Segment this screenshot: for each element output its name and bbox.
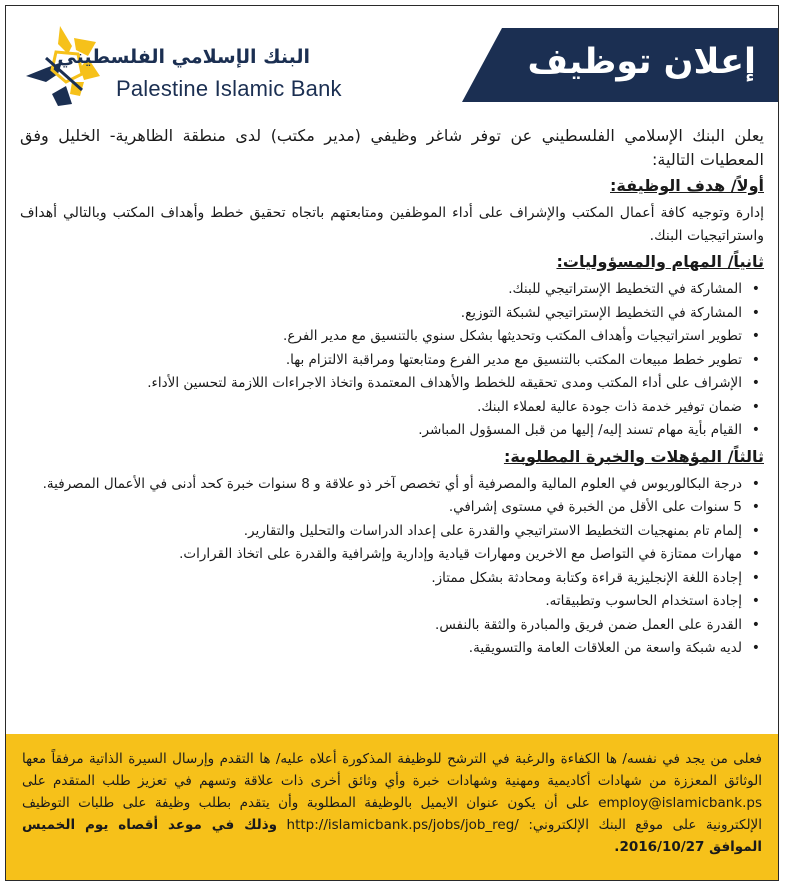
instructions-line-2: على أن يكون عنوان الايميل بالوظيفة المطلوبة وأن يتقدم بطلب وظيفة على طلبات التوظيف الإلكترونية على موقع البنك الإلكتروني:: [22, 795, 763, 833]
bank-name-arabic: البنك الإسلامي الفلسطيني: [57, 46, 310, 68]
duties-list: [20, 278, 764, 443]
list-item: • القدرة على العمل ضمن فريق والمبادرة والثقة بالنفس.: [20, 614, 742, 638]
list-item: • تطوير خطط مبيعات المكتب بالتنسيق مع مدير الفرع ومتابعتها ومراقبة الالتزام بها.: [20, 349, 742, 373]
list-item: • مهارات ممتازة في التواصل مع الاخرين ومهارات قيادية وإدارية وإشرافية والقدرة على اتخاذ القرارات.: [20, 543, 742, 567]
list-item: • إجادة استخدام الحاسوب وتطبيقاته.: [20, 590, 742, 614]
list-item: • إجادة اللغة الإنجليزية قراءة وكتابة ومحادثة بشكل ممتاز.: [20, 567, 742, 591]
application-instructions: [6, 734, 778, 880]
goal-text: إدارة وتوجيه كافة أعمال المكتب والإشراف على أداء الموظفين ومتابعتهم باتجاه تحقيق خطط وأهداف المكتب وبالتالي أهداف واستراتيجيات البنك.: [20, 205, 764, 244]
goal-section-title: أولاً/ هدف الوظيفة:: [610, 176, 764, 195]
instructions-text: [22, 748, 762, 858]
intro-text: يعلن البنك الإسلامي الفلسطيني عن توفر شاغر وظيفي (مدير مكتب) لدى منطقة الظاهرية- الخليل وفق المعطيات التالية:: [20, 126, 764, 169]
list-item: • درجة البكالوريوس في العلوم المالية والمصرفية أو أي تخصص آخر ذو علاقة و 8 سنوات خبرة كحد أدنى في الأعمال المصرفية.: [20, 473, 742, 497]
email-link[interactable]: employ@islamicbank.ps: [598, 795, 762, 811]
jobs-url-link[interactable]: http://islamicbank.ps/jobs/job_reg/: [286, 817, 519, 833]
bank-name-english: Palestine Islamic Bank: [116, 76, 342, 101]
ad-frame: [5, 5, 779, 881]
list-item: • القيام بأية مهام تسند إليه/ إليها من قبل المسؤول المباشر.: [20, 419, 742, 443]
list-item: • المشاركة في التخطيط الإستراتيجي لشبكة التوزيع.: [20, 302, 742, 326]
page-title: إعلان توظيف: [527, 42, 756, 82]
list-item: • ضمان توفير خدمة ذات جودة عالية لعملاء البنك.: [20, 396, 742, 420]
deadline-text: وذلك في موعد أقصاه يوم الخميس الموافق 2016/10/27.: [22, 817, 762, 855]
ad-content: [20, 124, 764, 663]
qualifications-section-title: ثالثاً/ المؤهلات والخبرة المطلوبة:: [503, 446, 764, 466]
list-item: • 5 سنوات على الأقل من الخبرة في مستوى إشرافي.: [20, 496, 742, 520]
list-item: • المشاركة في التخطيط الإستراتيجي للبنك.: [20, 278, 742, 302]
instructions-line-1: فعلى من يجد في نفسه/ ها الكفاءة والرغبة في الترشح للوظيفة المذكورة أعلاه عليه/ ها التقدم وإرسال السيرة الذاتية مرفقاً معها الوثائق المعززة من شهادات أكاديمية ومهنية وشهادات خبرة وأي وثائق أخرى ذات علاقة وتسهم في تعزيز طلب المتقدم على: [22, 751, 762, 789]
list-item: • لديه شبكة واسعة من العلاقات العامة والتسويقية.: [20, 637, 742, 661]
list-item: • تطوير استراتيجيات وأهداف المكتب وتحديثها بشكل سنوي بالتنسيق مع مدير الفرع.: [20, 325, 742, 349]
list-item: • الإشراف على أداء المكتب ومدى تحقيقه للخطط والأهداف المعتمدة واتخاذ الاجراءات اللازمة لتحسين الأداء.: [20, 372, 742, 396]
header: [6, 6, 778, 106]
duties-section-title: ثانياً/ المهام والمسؤوليات:: [556, 252, 764, 271]
list-item: • إلمام تام بمنهجيات التخطيط الاستراتيجي والقدرة على إعداد الدراسات والتحليل والتقارير.: [20, 520, 742, 544]
qualifications-list: [20, 473, 764, 661]
